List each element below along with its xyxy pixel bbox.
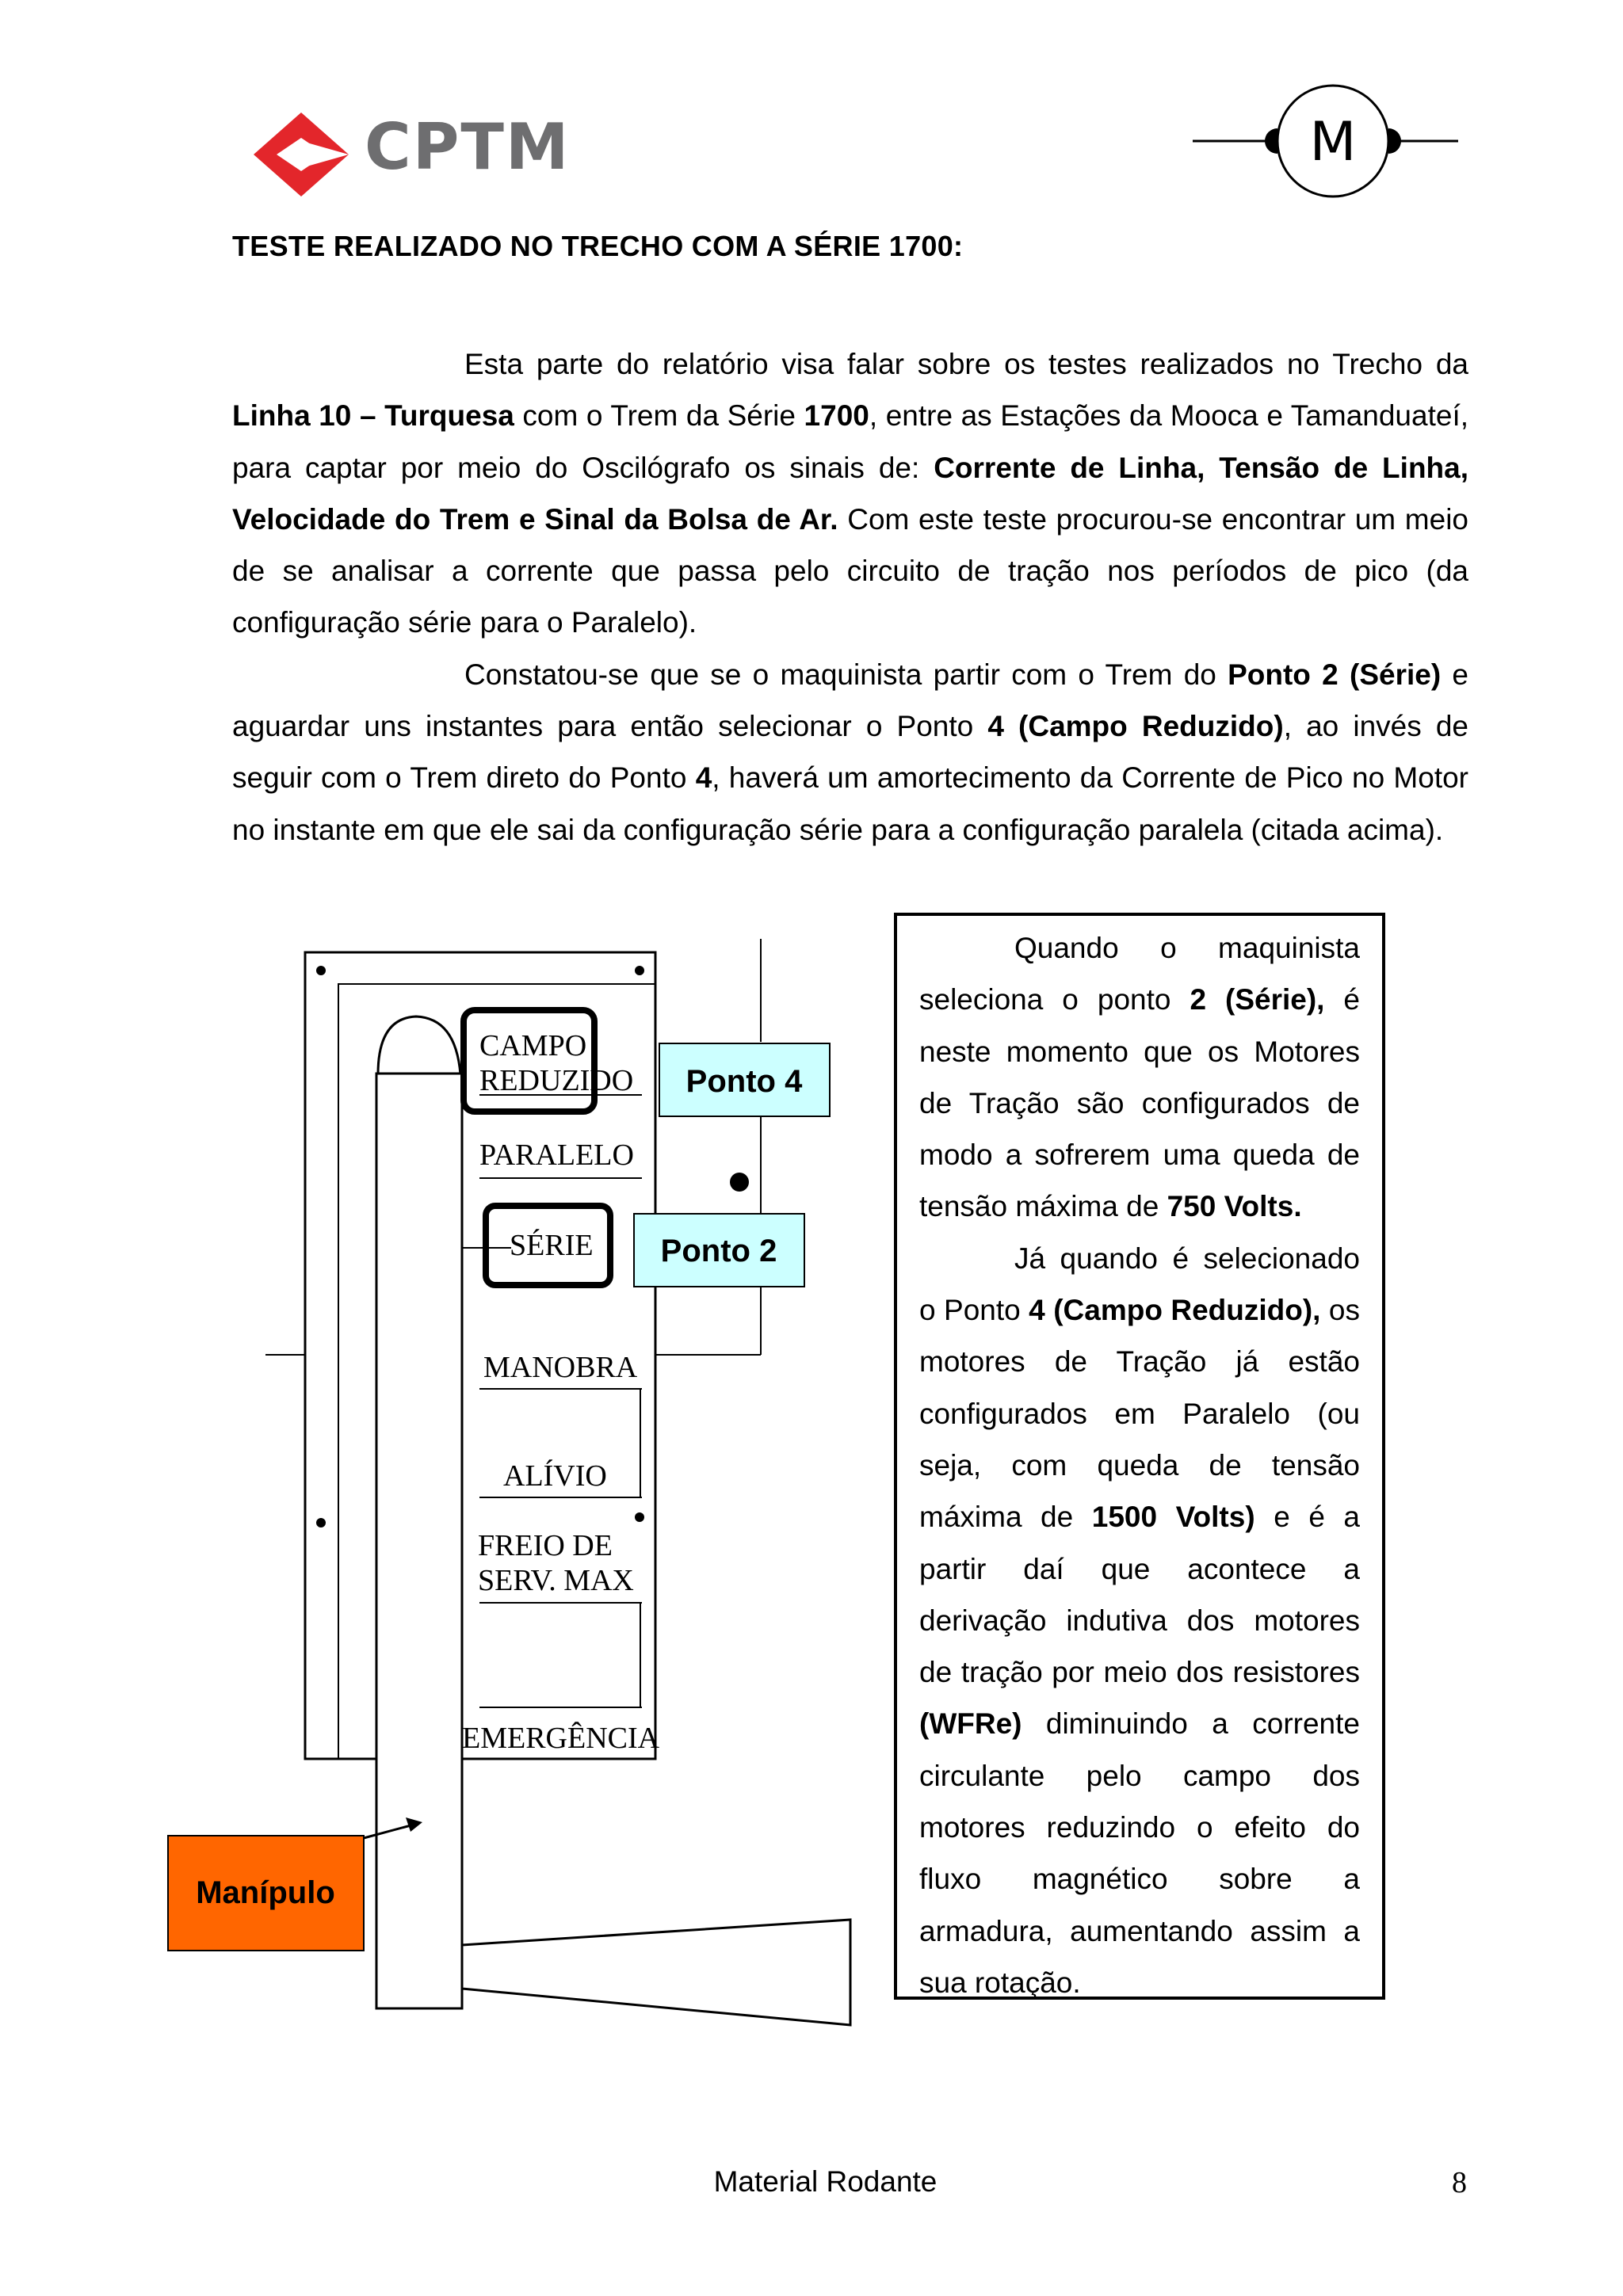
paragraph-1: Esta parte do relatório visa falar sobre os testes realizados no Trecho da Linha 10 – Turquesa com o Trem da Série 1700, entre as Estações da Mooca e Tamanduateí, para captar por meio do Oscilógrafo os sinais de: Corrente de Linha, Tensão de Linha, Velocidade do Trem e Sinal da Bolsa de Ar. Com este teste procurou-se encontrar um meio de se analisar a corrente que passa pelo circuito de tração nos períodos de pico (da configuração série para o Paralelo). (232, 348, 1469, 639)
ponto2-label: Ponto 2 (660, 1234, 777, 1268)
body-text (232, 338, 1468, 856)
motor-symbol-icon (1189, 79, 1466, 206)
position-label: REDUZIDO (479, 1064, 634, 1097)
position-label: EMERGÊNCIA (462, 1722, 660, 1755)
position-label: CAMPO (479, 1029, 587, 1062)
cptm-logo (252, 110, 571, 198)
lever-shape (462, 1920, 850, 2025)
position-label: FREIO DE (478, 1529, 613, 1562)
cptm-diamond-icon (252, 111, 355, 198)
handle-shaft (376, 1074, 462, 2008)
position-label: SERV. MAX (478, 1564, 634, 1597)
page-number: 8 (1452, 2166, 1467, 2199)
position-label: PARALELO (479, 1138, 634, 1172)
motor-letter: M (1309, 111, 1357, 174)
explanation-box (894, 913, 1385, 2000)
explanation-paragraph-1: Quando o maquinista seleciona o ponto 2 (Série), é neste momento que os Motores de Tração são configurados de modo a sofrerem uma queda de tensão máxima de 750 Volts. (919, 932, 1360, 1223)
explanation-paragraph-2: Já quando é selecionado o Ponto 4 (Campo Reduzido), os motores de Tração já estão configurados em Paralelo (ou seja, com queda de tensão máxima de 1500 Volts) e é a partir daí que acontece a derivação indutiva dos motores de tração por meio dos resistores (WFRe) diminuindo a corrente circulante pelo campo dos motores reduzindo o efeito do fluxo magnético sobre a armadura, aumentando assim a sua rotação. (919, 1241, 1361, 1999)
ponto4-label: Ponto 4 (685, 1064, 803, 1099)
position-label: MANOBRA (483, 1351, 638, 1384)
paragraph-2: Constatou-se que se o maquinista partir com o Trem do Ponto 2 (Série) e aguardar uns instantes para então selecionar o Ponto 4 (Campo Reduzido), ao invés de seguir com o Trem direto do Ponto 4, haverá um amortecimento da Corrente de Pico no Motor no instante em que ele sai da configuração série para a configuração paralela (citada acima). (232, 658, 1469, 846)
position-label: ALÍVIO (503, 1459, 607, 1493)
position-label: SÉRIE (510, 1229, 594, 1262)
page-title: TESTE REALIZADO NO TRECHO COM A SÉRIE 1700: (232, 230, 964, 262)
footer-text: Material Rodante (713, 2165, 938, 2198)
logo-wordmark: CPTM (365, 110, 571, 184)
controller-diagram (158, 927, 872, 2036)
manipulo-label: Manípulo (196, 1875, 335, 1910)
